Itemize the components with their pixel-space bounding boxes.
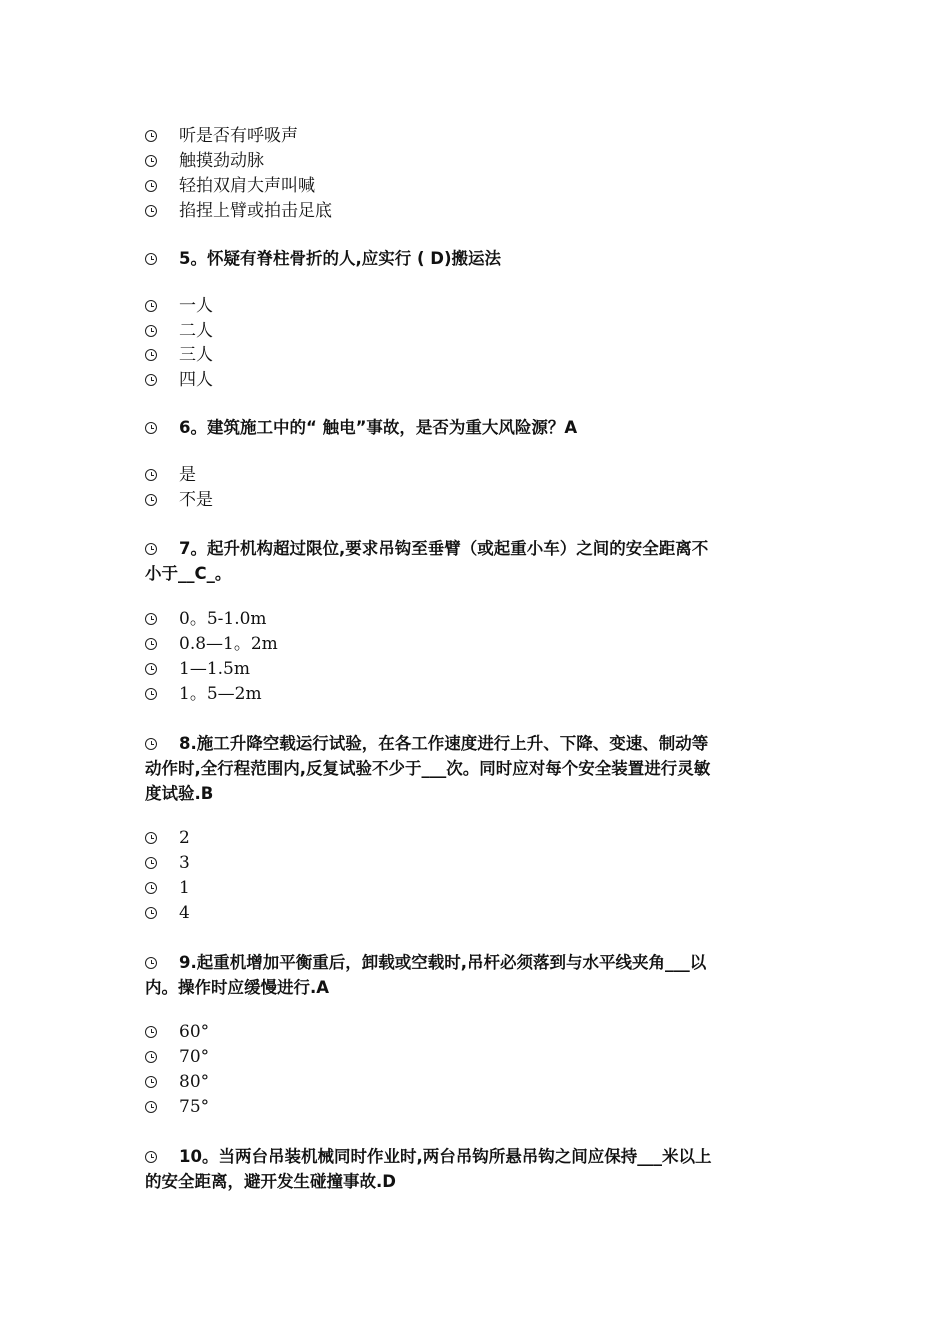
option-label: 4 [179,903,190,923]
option-item[interactable] [145,465,196,485]
clock-icon [145,469,157,481]
question-text: 5。怀疑有脊柱骨折的人,应实行 ( D)搬运法 [179,249,502,268]
option-item[interactable] [145,853,190,873]
clock-icon [145,253,157,265]
option-label: 2 [179,828,190,848]
question-7 [145,536,805,586]
question-text: 10。当两台吊装机械同时作业时,两台吊钩所悬吊钩之间应保持___米以上 [179,1147,712,1166]
question-text-cont: 内。操作时应缓慢进行.A [145,978,330,997]
option-label: 听是否有呼吸声 [179,126,298,146]
option-label: 1。5—2m [179,684,262,704]
option-item[interactable] [145,1022,209,1042]
option-item[interactable] [145,126,298,146]
option-item[interactable] [145,296,213,316]
clock-icon [145,688,157,700]
clock-icon [145,543,157,555]
option-label: 75° [179,1097,210,1117]
option-item[interactable] [145,370,213,390]
option-label: 60° [179,1022,210,1042]
clock-icon [145,1026,157,1038]
question-text: 7。起升机构超过限位,要求吊钩至垂臂（或起重小车）之间的安全距离不 [179,539,709,558]
option-label: 1 [179,878,190,898]
option-item[interactable] [145,321,213,341]
option-item[interactable] [145,201,332,221]
option-label: 3 [179,853,190,873]
clock-icon [145,638,157,650]
option-label: 0。5-1.0m [179,609,267,629]
clock-icon [145,422,157,434]
question-text-cont: 动作时,全行程范围内,反复试验不少于___次。同时应对每个安全装置进行灵敏 [145,759,711,778]
option-item[interactable] [145,345,213,365]
option-label: 80° [179,1072,210,1092]
clock-icon [145,738,157,750]
question-text-cont: 的安全距离，避开发生碰撞事故.D [145,1172,396,1191]
option-item[interactable] [145,1047,209,1067]
option-item[interactable] [145,684,262,704]
clock-icon [145,882,157,894]
clock-icon [145,957,157,969]
question-text: 9.起重机增加平衡重后，卸载或空载时,吊杆必须落到与水平线夹角___以 [179,953,707,972]
question-text-cont: 度试验.B [145,784,214,803]
clock-icon [145,494,157,506]
option-item[interactable] [145,659,250,679]
clock-icon [145,325,157,337]
question-10 [145,1144,805,1194]
clock-icon [145,663,157,675]
clock-icon [145,613,157,625]
option-label: 一人 [179,296,213,316]
clock-icon [145,832,157,844]
clock-icon [145,1051,157,1063]
question-9 [145,950,805,1000]
option-label: 四人 [179,370,213,390]
clock-icon [145,907,157,919]
option-label: 0.8—1。2m [179,634,278,654]
clock-icon [145,130,157,142]
question-text: 8.施工升降空载运行试验，在各工作速度进行上升、下降、变速、制动等 [179,734,709,753]
option-label: 不是 [179,490,213,510]
option-item[interactable] [145,828,190,848]
option-item[interactable] [145,634,278,654]
option-label: 轻拍双肩大声叫喊 [179,176,315,196]
option-label: 掐捏上臂或拍击足底 [179,201,332,221]
option-label: 70° [179,1047,210,1067]
option-label: 是 [179,465,196,485]
option-item[interactable] [145,1097,209,1117]
question-text-cont: 小于__C_。 [145,564,232,583]
option-label: 触摸劲动脉 [179,151,264,171]
option-label: 三人 [179,345,213,365]
option-item[interactable] [145,903,190,923]
clock-icon [145,1101,157,1113]
option-item[interactable] [145,490,213,510]
option-item[interactable] [145,176,315,196]
clock-icon [145,857,157,869]
clock-icon [145,349,157,361]
clock-icon [145,1151,157,1163]
option-item[interactable] [145,609,267,629]
clock-icon [145,155,157,167]
clock-icon [145,1076,157,1088]
clock-icon [145,300,157,312]
option-item[interactable] [145,151,264,171]
question-text: 6。建筑施工中的“ 触电”事故，是否为重大风险源？A [179,418,578,437]
question-8 [145,731,805,806]
option-label: 1—1.5m [179,659,250,679]
option-item[interactable] [145,878,190,898]
question-6 [145,418,577,438]
clock-icon [145,374,157,386]
option-item[interactable] [145,1072,209,1092]
question-5 [145,249,501,269]
option-label: 二人 [179,321,213,341]
clock-icon [145,205,157,217]
clock-icon [145,180,157,192]
